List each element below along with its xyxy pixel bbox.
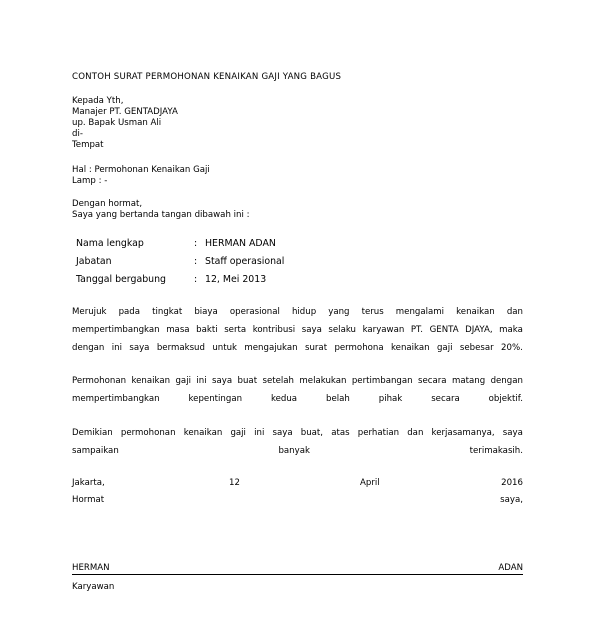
date-day: 12	[229, 478, 240, 488]
paragraph-word: saya	[129, 343, 150, 353]
regards-word: saya,	[500, 495, 523, 505]
body-paragraph	[72, 376, 523, 405]
paragraph-word: kenaikan	[456, 307, 495, 317]
paragraph-line	[72, 446, 523, 457]
paragraph-word: selaku	[328, 325, 356, 335]
recipient-line: di-	[72, 129, 83, 139]
paragraph-word: serta	[224, 325, 247, 335]
intro-line: Saya yang bertanda tangan dibawah ini :	[72, 210, 250, 220]
paragraph-word: objektif.	[488, 394, 523, 404]
paragraph-word: sebesar	[459, 343, 494, 353]
paragraph-word: atas	[331, 428, 350, 438]
paragraph-word: operasional	[229, 307, 280, 317]
identity-separator: :	[194, 256, 198, 267]
paragraph-word: kenaikan	[183, 428, 223, 438]
paragraph-word: kerjasamanya,	[431, 428, 495, 438]
paragraph-word: melakukan	[299, 376, 347, 386]
identity-value: Staff operasional	[205, 256, 285, 267]
paragraph-word: Permohonan	[72, 376, 127, 386]
subject-line: Hal : Permohonan Kenaikan Gaji	[72, 165, 210, 175]
paragraph-word: saya	[212, 376, 233, 386]
paragraph-word: hidup	[291, 307, 317, 317]
recipient-line: Manajer PT. GENTADJAYA	[72, 107, 178, 117]
paragraph-word: GENTA	[429, 325, 459, 335]
paragraph-word: 20%.	[501, 343, 523, 353]
paragraph-word: permohona	[334, 343, 384, 353]
identity-label: Nama lengkap	[76, 238, 144, 249]
paragraph-word: PT.	[410, 325, 424, 335]
paragraph-word: matang	[451, 376, 486, 386]
identity-label: Tanggal bergabung	[76, 274, 166, 285]
paragraph-word: dengan	[72, 343, 105, 353]
recipient-block	[72, 96, 178, 151]
paragraph-word: kontribusi	[252, 325, 296, 335]
paragraph-word: sampaikan	[72, 446, 119, 456]
closing-paragraph	[72, 428, 523, 457]
paragraph-word: ini	[254, 428, 265, 438]
identity-value: HERMAN ADAN	[205, 238, 276, 249]
paragraph-word: gaji	[230, 428, 246, 438]
paragraph-word: kedua	[270, 394, 298, 404]
attachment-line: Lamp : -	[72, 176, 108, 186]
paragraph-word: mengalami	[395, 307, 445, 317]
paragraph-word: karyawan	[362, 325, 405, 335]
paragraph-word: mengajukan	[244, 343, 298, 353]
paragraph-word: Merujuk	[72, 307, 107, 317]
paragraph-line	[72, 307, 523, 318]
greeting-block	[72, 199, 249, 221]
paragraph-word: biaya	[194, 307, 218, 317]
paragraph-word: buat,	[300, 428, 324, 438]
paragraph-line	[72, 428, 523, 439]
paragraph-word: Demikian	[72, 428, 113, 438]
paragraph-word: untuk	[212, 343, 238, 353]
letter-title: CONTOH SURAT PERMOHONAN KENAIKAN GAJI YANG BAGUS	[72, 72, 342, 82]
paragraph-line	[72, 343, 523, 354]
paragraph-word: bakti	[196, 325, 218, 335]
paragraph-line	[72, 394, 523, 405]
paragraph-word: pertimbangan	[351, 376, 413, 386]
regards-line	[72, 495, 523, 506]
signature-name	[72, 563, 523, 574]
paragraph-word: pada	[118, 307, 141, 317]
paragraph-word: permohonan	[120, 428, 176, 438]
paragraph-word: secara	[431, 394, 460, 404]
paragraph-line	[72, 325, 523, 336]
paragraph-word: terus	[361, 307, 384, 317]
subject-block	[72, 165, 210, 187]
paragraph-word: saya	[301, 325, 322, 335]
signature-last-name: ADAN	[498, 563, 523, 573]
date-city: Jakarta,	[72, 478, 105, 488]
paragraph-word: dan	[407, 428, 424, 438]
identity-label: Jabatan	[76, 256, 112, 267]
signer-role: Karyawan	[72, 582, 115, 592]
paragraph-word: masa	[166, 325, 190, 335]
paragraph-word: terimakasih.	[469, 446, 523, 456]
identity-value: 12, Mei 2013	[205, 274, 267, 285]
paragraph-word: pihak	[378, 394, 403, 404]
paragraph-word: setelah	[262, 376, 295, 386]
date-month: April	[360, 478, 380, 488]
paragraph-word: kepentingan	[188, 394, 243, 404]
paragraph-word: gaji	[175, 376, 191, 386]
paragraph-word: tingkat	[152, 307, 183, 317]
paragraph-word: belah	[326, 394, 350, 404]
paragraph-word: maka	[499, 325, 523, 335]
paragraph-word: bermaksud	[156, 343, 205, 353]
paragraph-word: mempertimbangkan	[72, 394, 160, 404]
body-paragraph	[72, 307, 523, 354]
recipient-line: Kepada Yth,	[72, 96, 124, 106]
paragraph-word: kenaikan	[131, 376, 171, 386]
signature-underline	[72, 574, 523, 575]
paragraph-word: kenaikan	[390, 343, 430, 353]
paragraph-word: saya	[502, 428, 523, 438]
paragraph-word: secara	[418, 376, 447, 386]
paragraph-word: perhatian	[357, 428, 400, 438]
paragraph-word: gaji	[436, 343, 453, 353]
recipient-line: Tempat	[72, 140, 104, 150]
paragraph-word: yang	[328, 307, 350, 317]
date-line	[72, 478, 523, 489]
paragraph-word: dengan	[490, 376, 523, 386]
paragraph-word: mempertimbangkan	[72, 325, 160, 335]
identity-separator: :	[194, 274, 198, 285]
recipient-line: up. Bapak Usman Ali	[72, 118, 162, 128]
paragraph-line	[72, 376, 523, 387]
paragraph-word: banyak	[278, 446, 310, 456]
paragraph-word: ini	[196, 376, 207, 386]
paragraph-word: buat	[237, 376, 258, 386]
date-year: 2016	[501, 478, 523, 488]
regards-word: Hormat	[72, 495, 105, 505]
signature-first-name: HERMAN	[72, 563, 110, 573]
paragraph-word: DJAYA,	[465, 325, 493, 335]
greeting-line: Dengan hormat,	[72, 199, 143, 209]
identity-separator: :	[194, 238, 198, 249]
paragraph-word: surat	[304, 343, 328, 353]
paragraph-word: ini	[111, 343, 122, 353]
paragraph-word: dan	[506, 307, 523, 317]
paragraph-word: saya	[272, 428, 293, 438]
